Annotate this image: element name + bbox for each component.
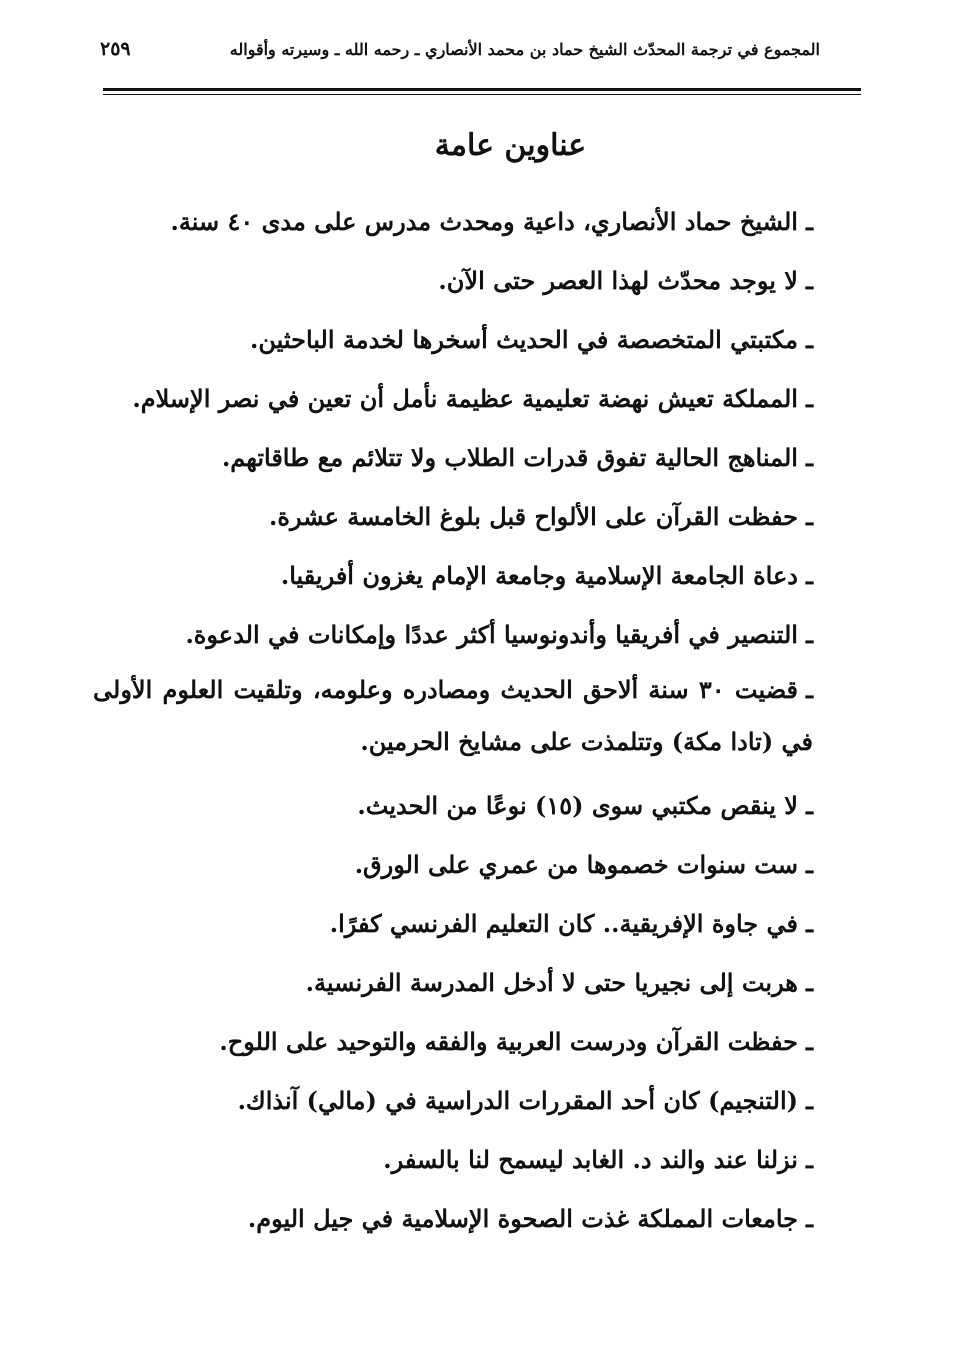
- list-item: [93, 953, 813, 1012]
- list-item-text: دعاة الجامعة الإسلامية وجامعة الإمام يغزون أفريقيا.: [280, 561, 798, 590]
- list-item: [93, 1189, 813, 1248]
- list-item: [93, 776, 813, 835]
- bullet-dash: ـ: [805, 1145, 813, 1174]
- list-item: [93, 487, 813, 546]
- list-item: [93, 369, 813, 428]
- bullet-dash: ـ: [805, 384, 813, 413]
- list-item-text: مكتبتي المتخصصة في الحديث أسخرها لخدمة الباحثين.: [250, 325, 798, 354]
- bullet-dash: ـ: [805, 620, 813, 649]
- list-item-text: قضيت ٣٠ سنة ألاحق الحديث ومصادره وعلومه، وتلقيت العلوم الأولى في (تادا مكة) وتتلمذت على مشايخ الحرمين.: [93, 675, 813, 756]
- list-item-text: الشيخ حماد الأنصاري، داعية ومحدث مدرس على مدى ٤٠ سنة.: [170, 207, 798, 236]
- bullet-dash: ـ: [805, 1027, 813, 1056]
- bullet-dash: ـ: [805, 561, 813, 590]
- bullet-dash: ـ: [805, 1204, 813, 1233]
- bullet-dash: ـ: [805, 968, 813, 997]
- list-item-text: هربت إلى نجيريا حتى لا أدخل المدرسة الفرنسية.: [305, 968, 798, 997]
- list-item: [93, 1130, 813, 1189]
- list-item: [93, 310, 813, 369]
- header-rule-thin: [103, 94, 861, 95]
- list-item: [93, 251, 813, 310]
- list-item-text: حفظت القرآن ودرست العربية والفقه والتوحيد على اللوح.: [219, 1027, 798, 1056]
- list-item: [93, 894, 813, 953]
- list-item-text: المناهج الحالية تفوق قدرات الطلاب ولا تتلائم مع طاقاتهم.: [221, 443, 798, 472]
- bullet-dash: ـ: [805, 266, 813, 295]
- bullet-dash: ـ: [805, 1086, 813, 1115]
- list-item-text: جامعات المملكة غذت الصحوة الإسلامية في جيل اليوم.: [247, 1204, 798, 1233]
- section-title: عناوين عامة: [434, 128, 587, 163]
- list-item-text: المملكة تعيش نهضة تعليمية عظيمة نأمل أن تعين في نصر الإسلام.: [132, 384, 798, 413]
- list-item-text: لا يوجد محدّث لهذا العصر حتى الآن.: [438, 266, 798, 295]
- bullet-dash: ـ: [805, 207, 813, 236]
- list-item-text: التنصير في أفريقيا وأندونوسيا أكثر عددًا وإمكانات في الدعوة.: [185, 620, 798, 649]
- bullet-dash: ـ: [805, 325, 813, 354]
- header-rule-thick: [103, 88, 861, 91]
- bullet-dash: ـ: [805, 502, 813, 531]
- list-item-text: (التنجيم) كان أحد المقررات الدراسية في (مالي) آنذاك.: [237, 1086, 798, 1115]
- headings-list: [93, 192, 813, 1248]
- list-item-text: حفظت القرآن على الألواح قبل بلوغ الخامسة عشرة.: [269, 502, 798, 531]
- bullet-dash: ـ: [805, 443, 813, 472]
- bullet-dash: ـ: [805, 909, 813, 938]
- list-item-text: نزلنا عند والند د. الغابد ليسمح لنا بالسفر.: [383, 1145, 798, 1174]
- list-item-text: في جاوة الإفريقية.. كان التعليم الفرنسي كفرًا.: [329, 909, 798, 938]
- running-title: المجموع في ترجمة المحدّث الشيخ حماد بن محمد الأنصاري ـ رحمه الله ـ وسيرته وأقواله: [229, 40, 820, 59]
- list-item: [93, 1012, 813, 1071]
- list-item-text: لا ينقص مكتبي سوى (١٥) نوعًا من الحديث.: [357, 791, 798, 820]
- list-item: [93, 1071, 813, 1130]
- list-item: [93, 835, 813, 894]
- list-item: [93, 664, 813, 768]
- list-item: [93, 546, 813, 605]
- bullet-dash: ـ: [805, 675, 814, 704]
- list-item: [93, 428, 813, 487]
- list-item-text: ست سنوات خصموها من عمري على الورق.: [354, 850, 798, 879]
- list-item: [93, 605, 813, 664]
- page-number: ٢٥٩: [100, 38, 131, 60]
- bullet-dash: ـ: [805, 850, 813, 879]
- page-header: [100, 34, 820, 74]
- list-item: [93, 192, 813, 251]
- bullet-dash: ـ: [805, 791, 813, 820]
